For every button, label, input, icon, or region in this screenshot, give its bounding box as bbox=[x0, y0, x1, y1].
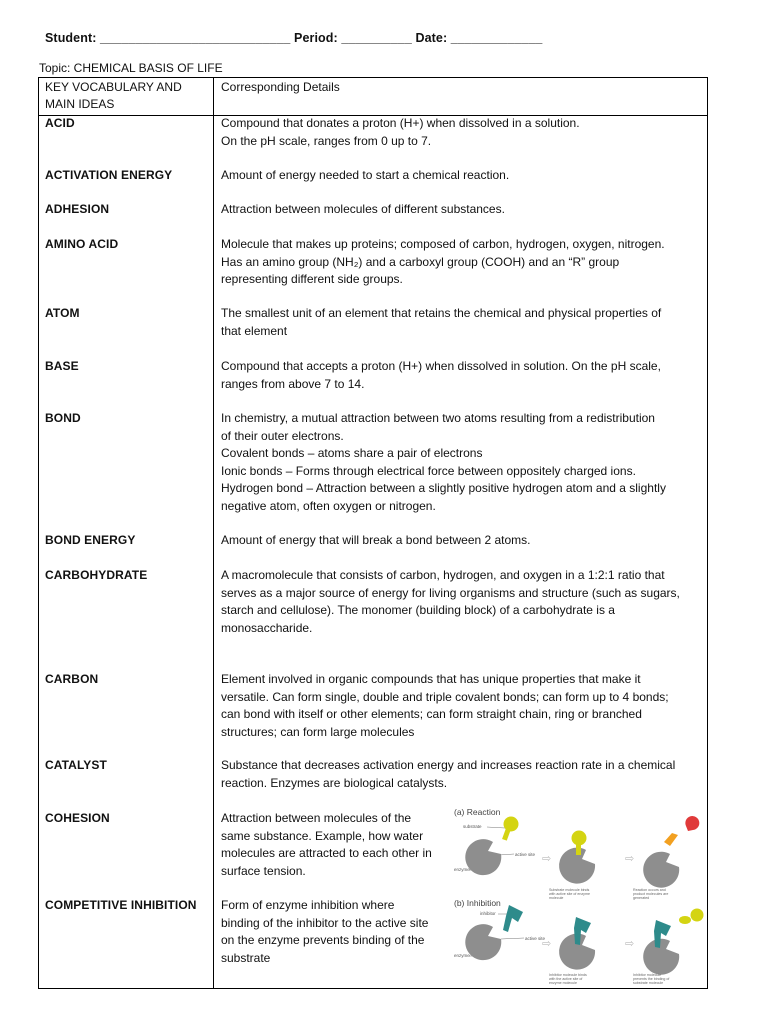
definition-adhesion bbox=[221, 201, 699, 219]
definition-line: representing different side groups. bbox=[221, 272, 403, 287]
table-column-divider bbox=[213, 77, 214, 989]
definition-line: substrate bbox=[221, 950, 271, 965]
definition-line: structures; can form large molecules bbox=[221, 724, 415, 739]
definition-carbohydrate bbox=[221, 567, 699, 637]
definition-acid bbox=[221, 115, 699, 150]
term-bond: BOND bbox=[45, 411, 81, 425]
caption-a3-line1: Reaction occurs and bbox=[633, 888, 666, 892]
definition-line: Element involved in organic compounds that has unique properties that make it bbox=[221, 672, 641, 686]
term-carbohydrate: CARBOHYDRATE bbox=[45, 568, 148, 582]
definition-line: same substance. Example, how water bbox=[221, 828, 424, 843]
label-inhibitor-b: inhibitor bbox=[480, 911, 496, 916]
definition-base bbox=[221, 358, 699, 393]
definition-carbon bbox=[221, 671, 699, 741]
substrate-blocked-b3 bbox=[679, 909, 704, 925]
definition-atom bbox=[221, 305, 699, 340]
caption-b2-line3: enzyme molecule bbox=[549, 981, 577, 985]
definition-line: serves as a major source of energy for living organisms and structure (such as sugars, bbox=[221, 585, 680, 600]
definition-line: binding of the inhibitor to the active site bbox=[221, 915, 429, 930]
term-amino-acid: AMINO ACID bbox=[45, 237, 119, 251]
arrow-b1: ⇨ bbox=[542, 938, 552, 950]
label-enzyme-a: enzyme bbox=[454, 867, 470, 872]
caption-a2-line2: with active site of enzyme bbox=[549, 892, 590, 896]
label-enzyme-b: enzyme bbox=[454, 953, 470, 958]
panel-a-title: (a) Reaction bbox=[454, 807, 501, 817]
definition-line: of their outer electrons. bbox=[221, 428, 344, 443]
definition-line: Form of enzyme inhibition where bbox=[221, 898, 395, 912]
definition-line: On the pH scale, ranges from 0 up to 7. bbox=[221, 133, 432, 148]
label-active-site-b: active site bbox=[525, 936, 546, 941]
definition-line: Has an amino group (NH₂) and a carboxyl group (COOH) and an “R” group bbox=[221, 254, 620, 269]
caption-b3-line3: substrate molecule bbox=[633, 981, 664, 985]
definition-cohesion bbox=[221, 810, 449, 880]
product-orange-a3 bbox=[664, 833, 678, 846]
definition-line: A macromolecule that consists of carbon, hydrogen, and oxygen in a 1:2:1 ratio that bbox=[221, 568, 665, 582]
term-catalyst: CATALYST bbox=[45, 758, 107, 772]
definition-line: can bond with itself or other elements; can form straight chain, ring or branched bbox=[221, 707, 642, 722]
active-site-leader-b bbox=[501, 938, 524, 939]
definition-line: The smallest unit of an element that retains the chemical and physical properties of bbox=[221, 306, 662, 320]
term-adhesion: ADHESION bbox=[45, 202, 110, 216]
definition-line: monosaccharide. bbox=[221, 620, 313, 635]
definition-line: Hydrogen bond – Attraction between a slightly positive hydrogen atom and a slightly bbox=[221, 481, 666, 496]
term-cohesion: COHESION bbox=[45, 811, 110, 825]
label-substrate-a: substrate bbox=[463, 824, 482, 829]
definition-competitive-inhibition bbox=[221, 897, 449, 967]
definition-line: Molecule that makes up proteins; composed of carbon, hydrogen, oxygen, nitrogen. bbox=[221, 237, 665, 251]
student-period-date-line: Student: ___________________________ Period: __________ Date: _____________ bbox=[45, 31, 543, 45]
definition-line: negative atom, often oxygen or nitrogen. bbox=[221, 498, 436, 513]
term-atom: ATOM bbox=[45, 306, 80, 320]
substrate-leader-a bbox=[487, 827, 505, 828]
arrow-a1: ⇨ bbox=[542, 853, 552, 865]
definition-bond-energy bbox=[221, 532, 699, 550]
definition-line: Compound that accepts a proton (H+) when dissolved in solution. On the pH scale, bbox=[221, 359, 661, 373]
definition-line: Covalent bonds – atoms share a pair of electrons bbox=[221, 446, 483, 461]
definition-line: that element bbox=[221, 323, 288, 338]
enzyme-inhibition-figure bbox=[445, 804, 707, 988]
panel-b-title: (b) Inhibition bbox=[454, 898, 501, 908]
inhibitor-b1 bbox=[503, 905, 523, 932]
term-carbon: CARBON bbox=[45, 672, 99, 686]
definition-line: Attraction between molecules of different substances. bbox=[221, 202, 505, 216]
definition-activation-energy bbox=[221, 167, 699, 185]
definition-line: Substance that decreases activation energy and increases reaction rate in a chemical bbox=[221, 758, 676, 772]
definition-line: starch and cellulose). The monomer (building block) of a carbohydrate is a bbox=[221, 603, 615, 618]
caption-a3-line3: generated bbox=[633, 896, 650, 900]
definition-line: versatile. Can form single, double and triple covalent bonds; can form up to 4 bonds; bbox=[221, 689, 669, 704]
definition-catalyst bbox=[221, 757, 699, 792]
caption-a3-line2: product molecules are bbox=[633, 892, 669, 896]
enzyme-b3 bbox=[643, 939, 679, 975]
col1-header-line1: KEY VOCABULARY AND bbox=[45, 80, 182, 94]
definition-line: Amount of energy needed to start a chemical reaction. bbox=[221, 168, 510, 182]
term-activation-energy: ACTIVATION ENERGY bbox=[45, 168, 173, 182]
topic-line: Topic: CHEMICAL BASIS OF LIFE bbox=[39, 61, 223, 75]
col1-header bbox=[45, 79, 182, 113]
definition-line: Amount of energy that will break a bond between 2 atoms. bbox=[221, 533, 531, 547]
substrate-a1 bbox=[502, 817, 518, 841]
col1-header-line2: MAIN IDEAS bbox=[45, 97, 115, 111]
definition-amino-acid bbox=[221, 236, 699, 289]
caption-b3-line1: Inhibitor molecule bbox=[633, 973, 662, 977]
caption-a2-line3: molecule bbox=[549, 896, 564, 900]
definition-line: ranges from above 7 to 14. bbox=[221, 376, 365, 391]
enzyme-a1 bbox=[465, 839, 501, 875]
definition-line: Ionic bonds – Forms through electrical force between oppositely charged ions. bbox=[221, 463, 636, 478]
arrow-a2: ⇨ bbox=[625, 853, 635, 865]
definition-line: surface tension. bbox=[221, 863, 306, 878]
definition-line: In chemistry, a mutual attraction between two atoms resulting from a redistribution bbox=[221, 411, 655, 425]
active-site-leader-a bbox=[499, 854, 514, 855]
caption-b2-line1: Inhibitor molecule binds bbox=[549, 973, 587, 977]
label-active-site-a: active site bbox=[515, 852, 536, 857]
definition-line: Compound that donates a proton (H+) when dissolved in a solution. bbox=[221, 116, 580, 130]
term-competitive-inhibition: COMPETITIVE INHIBITION bbox=[45, 898, 197, 912]
definition-line: molecules are attracted to each other in bbox=[221, 846, 432, 861]
term-acid: ACID bbox=[45, 116, 75, 130]
enzyme-b1 bbox=[465, 924, 501, 960]
caption-b3-line2: prevents the binding of bbox=[633, 977, 670, 981]
definition-line: reaction. Enzymes are biological catalysts. bbox=[221, 775, 448, 790]
definition-bond bbox=[221, 410, 699, 516]
product-red-a3 bbox=[685, 816, 699, 831]
definition-line: Attraction between molecules of the bbox=[221, 811, 412, 825]
definition-line: on the enzyme prevents binding of the bbox=[221, 933, 425, 948]
caption-b2-line2: with the active site of bbox=[549, 977, 583, 981]
enzyme-a3 bbox=[643, 852, 679, 888]
caption-a2-line1: Substrate molecule binds bbox=[549, 888, 590, 892]
term-base: BASE bbox=[45, 359, 79, 373]
arrow-b2: ⇨ bbox=[625, 938, 635, 950]
col2-header: Corresponding Details bbox=[221, 80, 340, 94]
term-bond-energy: BOND ENERGY bbox=[45, 533, 136, 547]
